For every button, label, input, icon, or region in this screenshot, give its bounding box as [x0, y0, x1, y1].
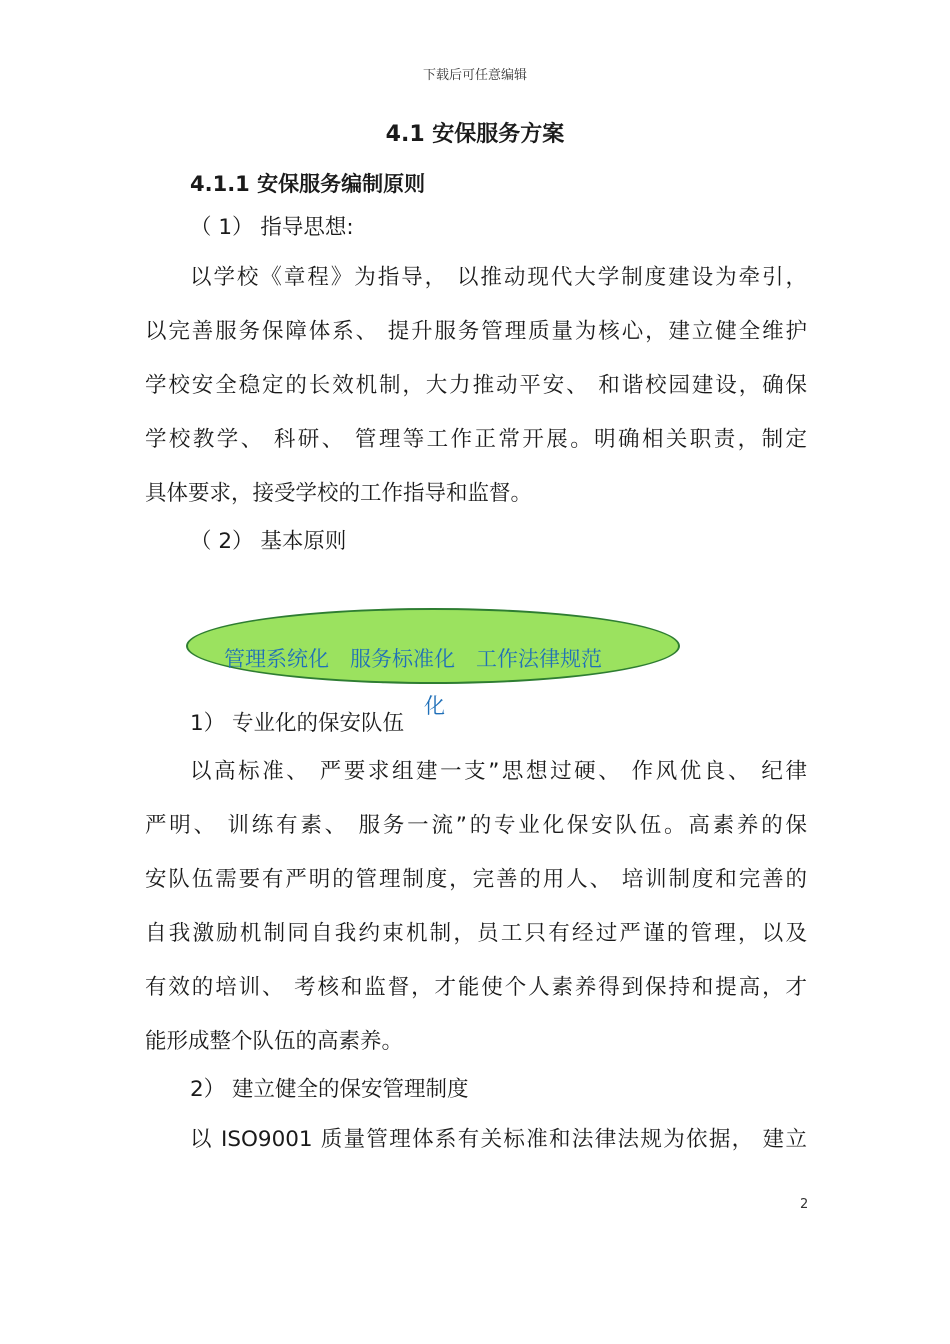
header-note: 下载后可任意编辑: [422, 68, 527, 83]
paragraph-line: 以 ISO9001 质量管理体系有关标准和法律法规为依据， 建立: [190, 1127, 807, 1152]
sub2-heading: 2） 建立健全的保安管理制度: [190, 1077, 469, 1102]
item1-heading: （ 1） 指导思想:: [190, 215, 354, 240]
paragraph-line: 有效的培训、 考核和监督，才能使个人素养得到保持和提高，才: [145, 975, 807, 1000]
paragraph-line: 自我激励机制同自我约束机制，员工只有经过严谨的管理，以及: [145, 921, 807, 946]
item2-heading: （ 2） 基本原则: [190, 529, 347, 554]
principles-oval-text: 管理系统化 服务标准化 工作法律规范: [224, 647, 602, 671]
paragraph-line: 能形成整个队伍的高素养。: [145, 1029, 404, 1054]
paragraph-line: 学校安全稳定的长效机制，大力推动平安、 和谐校园建设，确保: [145, 373, 807, 398]
paragraph-line: 具体要求，接受学校的工作指导和监督。: [145, 481, 533, 506]
paragraph-line: 严明、 训练有素、 服务一流”的专业化保安队伍。高素养的保: [145, 813, 807, 838]
document-title: 4.1 安保服务方案: [385, 122, 565, 147]
section-heading: 4.1.1 安保服务编制原则: [190, 172, 426, 196]
paragraph-line: 学校教学、 科研、 管理等工作正常开展。明确相关职责，制定: [145, 427, 807, 452]
paragraph-line: 以完善服务保障体系、 提升服务管理质量为核心，建立健全维护: [145, 319, 807, 344]
paragraph-line: 以高标准、 严要求组建一支”思想过硬、 作风优良、 纪律: [190, 759, 807, 784]
page-number: 2: [800, 1197, 809, 1212]
paragraph-line: 以学校《章程》为指导， 以推动现代大学制度建设为牵引，: [190, 265, 807, 290]
paragraph-line: 安队伍需要有严明的管理制度，完善的用人、 培训制度和完善的: [145, 867, 807, 892]
sub1-heading: 1） 专业化的保安队伍: [190, 711, 405, 736]
principles-oval-overflow: 化: [424, 694, 445, 718]
